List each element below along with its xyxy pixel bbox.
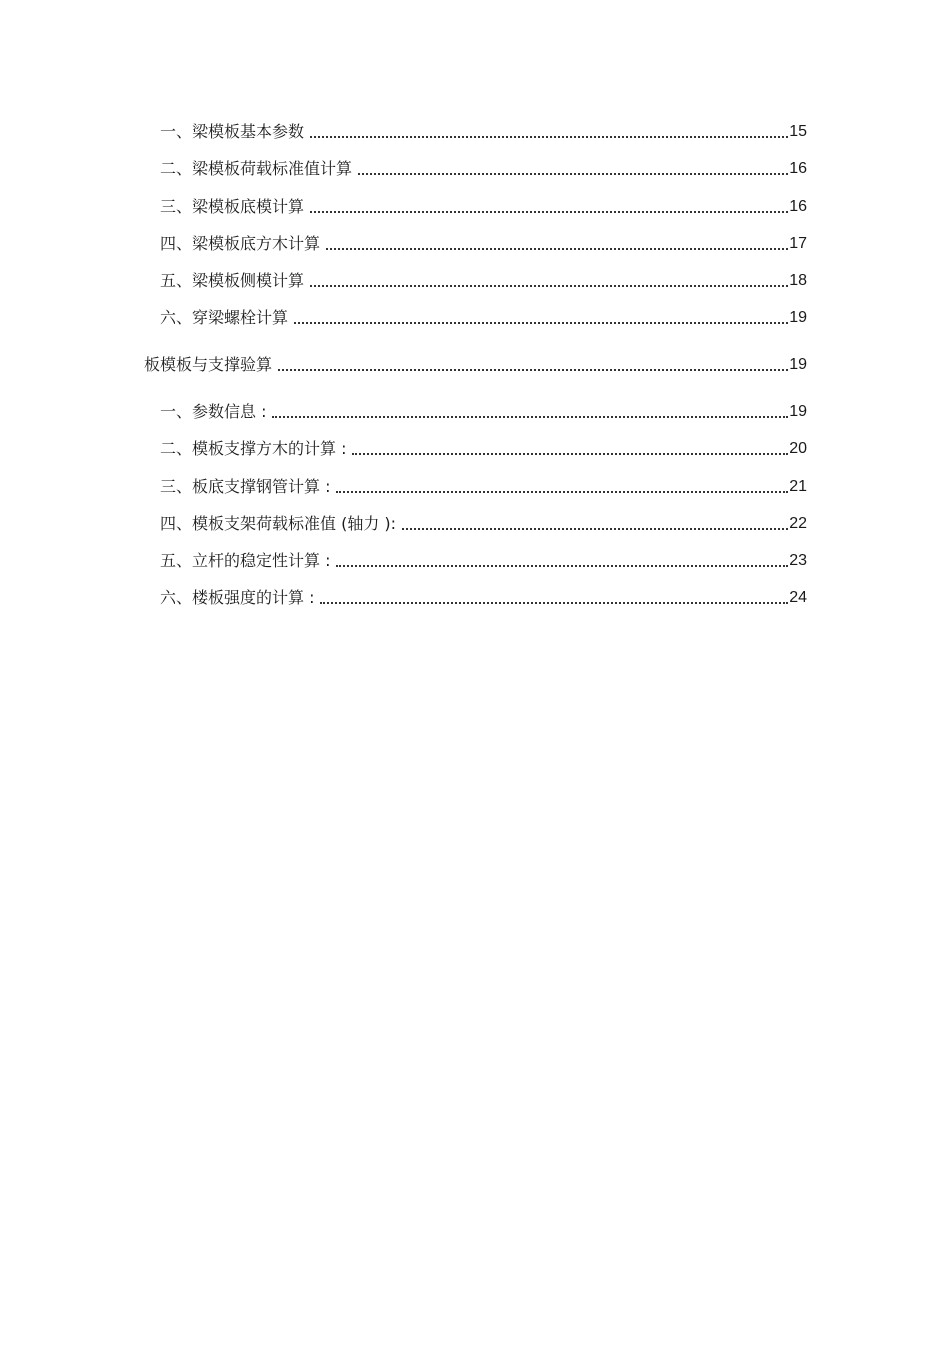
toc-entry-label: 六、楼板强度的计算 :	[160, 588, 315, 607]
toc-page-number: 16	[789, 160, 807, 177]
toc-entry-slab-strength[interactable]	[160, 584, 807, 608]
toc-entry-beam-side-form[interactable]	[160, 267, 807, 291]
toc-entry-beam-load[interactable]	[160, 155, 807, 179]
toc-entry-beam-bolt[interactable]	[160, 304, 807, 328]
toc-entry-beam-timber[interactable]	[160, 230, 807, 254]
toc-leader-dots	[320, 601, 788, 604]
toc-leader-dots	[402, 527, 788, 530]
toc-page-number: 19	[789, 309, 807, 326]
toc-entry-label: 三、梁模板底模计算	[160, 197, 305, 216]
toc-entry-label: 一、参数信息 :	[160, 402, 267, 421]
toc-leader-dots	[336, 490, 788, 493]
toc-leader-dots	[310, 210, 788, 213]
toc-page-number: 16	[789, 198, 807, 215]
toc-page-number: 22	[789, 515, 807, 532]
toc-page-number: 21	[789, 478, 807, 495]
toc-page-number: 19	[789, 356, 807, 373]
toc-entry-slab-axial-load[interactable]	[160, 510, 807, 534]
toc-page-number: 24	[789, 589, 807, 606]
toc-leader-dots	[272, 415, 788, 418]
toc-entry-beam-params[interactable]	[160, 118, 807, 142]
toc-section-slab-formwork[interactable]	[144, 351, 807, 375]
toc-leader-dots	[278, 368, 788, 371]
toc-entry-slab-params[interactable]	[160, 398, 807, 422]
toc-page-number: 20	[789, 440, 807, 457]
toc-entry-beam-bottom-form[interactable]	[160, 193, 807, 217]
toc-entry-label: 二、模板支撑方木的计算 :	[160, 439, 347, 458]
toc-entry-label: 四、梁模板底方木计算	[160, 234, 321, 253]
toc-entry-slab-stability[interactable]	[160, 547, 807, 571]
toc-entry-label: 一、梁模板基本参数	[160, 122, 305, 141]
toc-page-number: 17	[789, 235, 807, 252]
toc-entry-label: 五、梁模板侧模计算	[160, 271, 305, 290]
toc-leader-dots	[352, 452, 788, 455]
toc-section-label: 板模板与支撑验算	[144, 355, 273, 374]
toc-entry-label: 四、模板支架荷载标准值 (轴力 ):	[160, 514, 397, 533]
toc-entry-slab-steel-pipe[interactable]	[160, 473, 807, 497]
toc-page-number: 19	[789, 403, 807, 420]
toc-entry-slab-timber[interactable]	[160, 435, 807, 459]
toc-leader-dots	[294, 321, 788, 324]
toc-leader-dots	[358, 172, 788, 175]
toc-page-number: 15	[789, 123, 807, 140]
toc-entry-label: 五、立杆的稳定性计算 :	[160, 551, 331, 570]
toc-entry-label: 三、板底支撑钢管计算 :	[160, 477, 331, 496]
toc-leader-dots	[310, 135, 788, 138]
toc-page-number: 23	[789, 552, 807, 569]
toc-entry-label: 六、穿梁螺栓计算	[160, 308, 289, 327]
toc-leader-dots	[310, 284, 788, 287]
toc-entry-label: 二、梁模板荷载标准值计算	[160, 159, 353, 178]
toc-leader-dots	[326, 247, 788, 250]
toc-leader-dots	[336, 564, 788, 567]
toc-page-number: 18	[789, 272, 807, 289]
